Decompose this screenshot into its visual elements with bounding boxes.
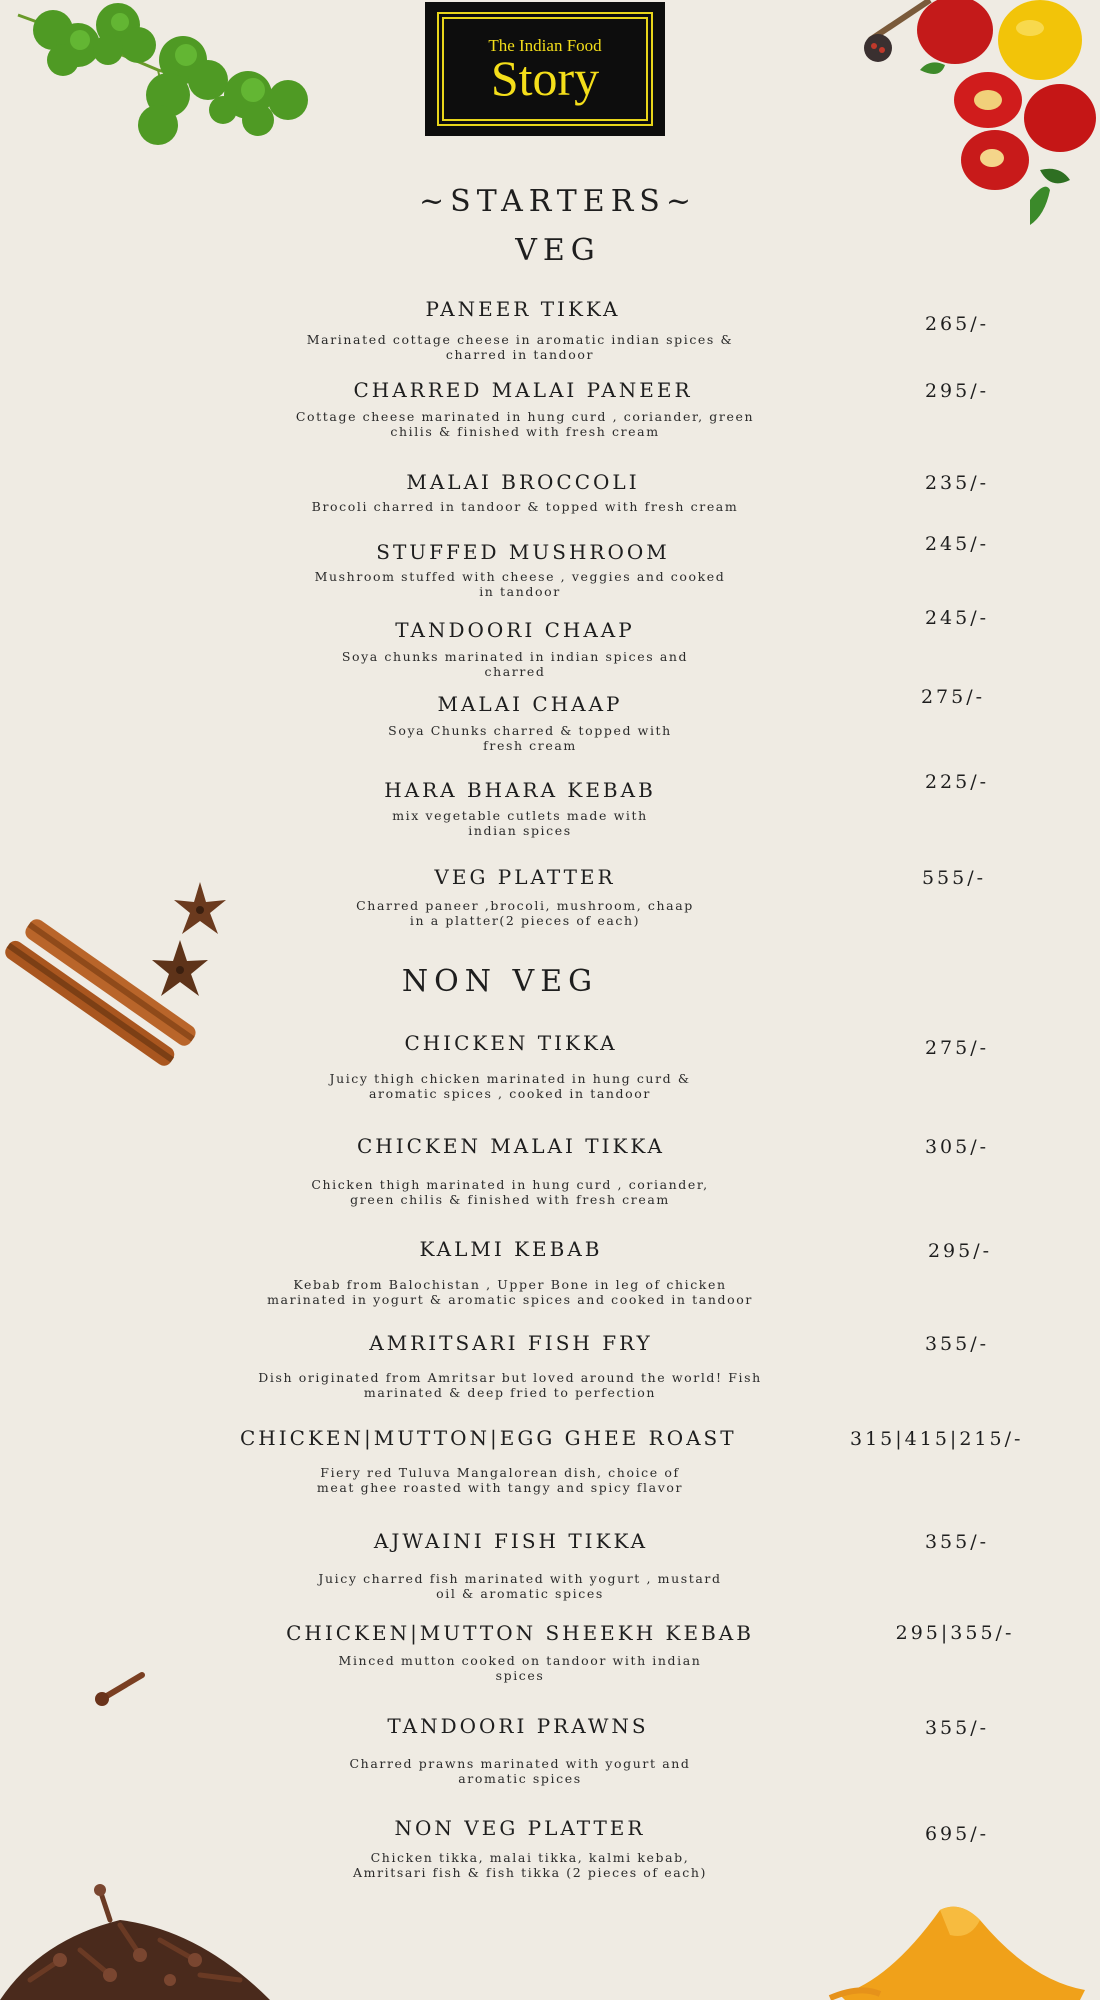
menu-item-name: STUFFED MUSHROOM <box>376 540 670 564</box>
menu-item-name: PANEER TIKKA <box>425 297 621 321</box>
menu-item-price: 355/- <box>924 1531 990 1553</box>
menu-item-description: Chicken tikka, malai tikka, kalmi kebab, Amritsari fish & fish tikka (2 pieces of each) <box>352 1850 707 1880</box>
menu-item-description: Cottage cheese marinated in hung curd , coriander, green chilis & finished with fresh cream <box>295 409 755 439</box>
menu-item-price: 695/- <box>924 1823 990 1845</box>
menu-item-description: Dish originated from Amritsar but loved around the world! Fish marinated & deep fried to perfection <box>258 1370 762 1400</box>
menu-item-name: CHICKEN TIKKA <box>404 1031 618 1055</box>
menu-item-description: Kebab from Balochistan , Upper Bone in leg of chicken marinated in yogurt & aromatic spices and cooked in tandoor <box>267 1277 753 1307</box>
menu-item-description: Soya Chunks charred & topped with fresh cream <box>388 723 672 753</box>
menu-item-price: 355/- <box>924 1717 990 1739</box>
logo-line1: The Indian Food <box>488 36 602 55</box>
cloves-pile-icon <box>0 1880 280 2000</box>
menu-item-price: 295/- <box>924 380 990 402</box>
restaurant-logo <box>425 2 665 136</box>
menu-item-price: 265/- <box>924 313 990 335</box>
menu-item-price: 275/- <box>924 1037 990 1059</box>
menu-item-description: Minced mutton cooked on tandoor with indian spices <box>338 1653 702 1683</box>
menu-item-name: TANDOORI PRAWNS <box>387 1714 649 1738</box>
menu-item-description: Juicy charred fish marinated with yogurt , mustard oil & aromatic spices <box>318 1571 722 1601</box>
menu-item-description: Chicken thigh marinated in hung curd , coriander, green chilis & finished with fresh cream <box>311 1177 709 1207</box>
menu-item-description: Charred prawns marinated with yogurt and aromatic spices <box>349 1756 691 1786</box>
menu-item-name: AMRITSARI FISH FRY <box>369 1331 653 1355</box>
menu-item-price: 305/- <box>924 1136 990 1158</box>
menu-item-name: MALAI CHAAP <box>437 692 623 716</box>
starters-heading: ~STARTERS~ <box>419 184 697 219</box>
menu-item-price: 245/- <box>924 607 990 629</box>
menu-item-description: Soya chunks marinated in indian spices and charred <box>341 649 689 679</box>
logo-line2: Story <box>490 50 600 106</box>
menu-item-description: Charred paneer ,brocoli, mushroom, chaap in a platter(2 pieces of each) <box>356 898 694 928</box>
menu-item-price: 295/- <box>927 1240 993 1262</box>
menu-item-name: MALAI BROCCOLI <box>406 470 640 494</box>
clove-icon <box>92 1670 152 1710</box>
menu-item-description: Mushroom stuffed with cheese , veggies and cooked in tandoor <box>314 569 726 599</box>
coriander-leaves-icon <box>8 0 338 150</box>
menu-item-price: 245/- <box>924 533 990 555</box>
veg-heading: VEG <box>515 233 601 268</box>
menu-item-name: AJWAINI FISH TIKKA <box>373 1529 649 1553</box>
menu-item-description: Fiery red Tuluva Mangalorean dish, choice of meat ghee roasted with tangy and spicy flavor <box>316 1465 684 1495</box>
menu-item-name: TANDOORI CHAAP <box>395 618 635 642</box>
turmeric-pile-icon <box>830 1890 1090 2000</box>
menu-item-price: 355/- <box>924 1333 990 1355</box>
menu-item-price: 225/- <box>924 771 990 793</box>
menu-item-description: mix vegetable cutlets made with indian spices <box>392 808 648 838</box>
menu-item-description: Marinated cottage cheese in aromatic indian spices & charred in tandoor <box>306 332 734 362</box>
menu-item-name: NON VEG PLATTER <box>394 1816 646 1840</box>
menu-item-name: KALMI KEBAB <box>419 1237 603 1261</box>
menu-item-name: CHICKEN MALAI TIKKA <box>356 1134 665 1158</box>
menu-item-price: 315|415|215/- <box>850 1428 1024 1450</box>
menu-item-price: 555/- <box>921 867 987 889</box>
menu-item-name: CHICKEN|MUTTON SHEEKH KEBAB <box>286 1621 754 1645</box>
menu-item-name: VEG PLATTER <box>434 865 616 889</box>
menu-item-name: CHARRED MALAI PANEER <box>353 378 693 402</box>
menu-item-name: CHICKEN|MUTTON|EGG GHEE ROAST <box>240 1426 737 1450</box>
menu-item-description: Juicy thigh chicken marinated in hung curd & aromatic spices , cooked in tandoor <box>329 1071 691 1101</box>
non-veg-heading: NON VEG <box>401 964 599 999</box>
menu-item-price: 235/- <box>924 472 990 494</box>
menu-item-description: Brocoli charred in tandoor & topped with fresh cream <box>311 499 739 514</box>
menu-item-price: 295|355/- <box>895 1622 1015 1644</box>
menu-item-name: HARA BHARA KEBAB <box>384 778 656 802</box>
menu-item-price: 275/- <box>920 686 986 708</box>
